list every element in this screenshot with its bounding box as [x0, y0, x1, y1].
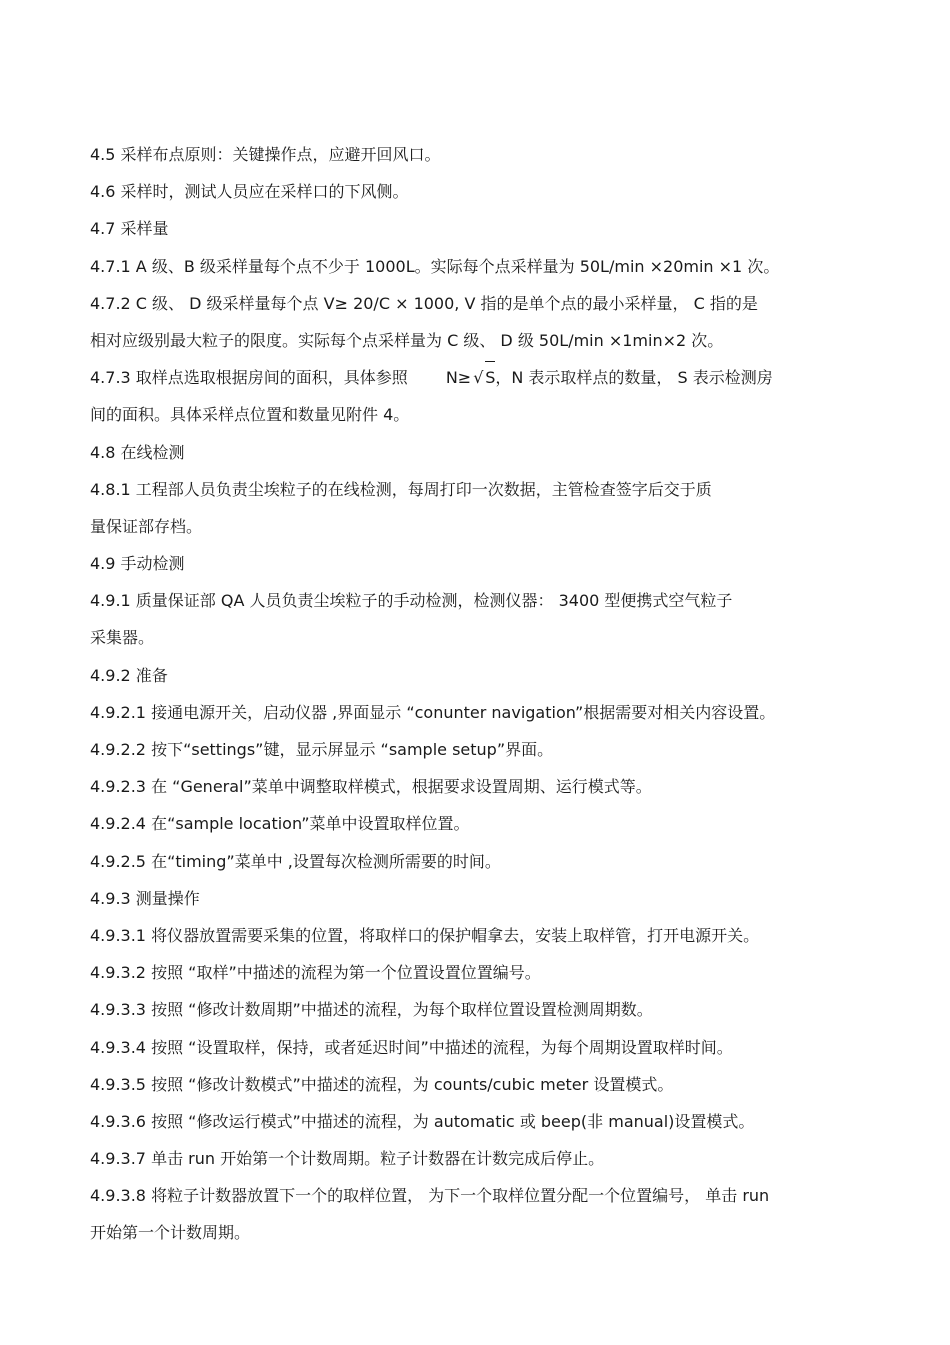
section-4-7-2-cont: 相对应级别最大粒子的限度。实际每个点采样量为 C 级、 D 级 50L/min ×1min×2 次。 [90, 330, 724, 350]
section-4-9-3-3: 4.9.3.3 按照 “修改计数周期”中描述的流程，为每个取样位置设置检测周期数。 [90, 1000, 653, 1020]
section-4-9-2-1: 4.9.2.1 接通电源开关，启动仪器 ,界面显示 “conunter navigation”根据需要对相关内容设置。 [90, 702, 776, 722]
section-4-8-1-cont: 量保证部存档。 [90, 516, 203, 536]
section-4-9-1: 4.9.1 质量保证部 QA 人员负责尘埃粒子的手动检测，检测仪器： 3400 型便携式空气粒子 [90, 591, 733, 611]
section-4-9-2-3: 4.9.2.3 在 “General”菜单中调整取样模式，根据要求设置周期、运行模式等。 [90, 777, 652, 797]
section-4-9-2-5: 4.9.2.5 在“timing”菜单中 ,设置每次检测所需要的时间。 [90, 851, 501, 871]
formula-suffix: ，N 表示取样点的数量， S 表示检测房 [495, 368, 773, 388]
formula-prefix: N≥ [445, 368, 472, 388]
section-4-7-heading: 4.7 采样量 [90, 219, 169, 239]
section-4-9-3-8: 4.9.3.8 将粒子计数器放置下一个的取样位置， 为下一个取样位置分配一个位置编号， 单击 run [90, 1186, 770, 1206]
document-body [90, 136, 865, 1252]
section-4-7-3-text: 4.7.3 取样点选取根据房间的面积，具体参照 [90, 368, 408, 388]
section-4-8-heading: 4.8 在线检测 [90, 442, 185, 462]
section-4-9-3-5: 4.9.3.5 按照 “修改计数模式”中描述的流程，为 counts/cubic meter 设置模式。 [90, 1074, 674, 1094]
section-4-8-1: 4.8.1 工程部人员负责尘埃粒子的在线检测，每周打印一次数据，主管检查签字后交于质 [90, 479, 712, 499]
sqrt-symbol: √ S [473, 359, 495, 396]
section-4-9-3-6: 4.9.3.6 按照 “修改运行模式”中描述的流程，为 automatic 或 beep(非 manual)设置模式。 [90, 1111, 755, 1131]
section-4-9-3-4: 4.9.3.4 按照 “设置取样，保持，或者延迟时间”中描述的流程，为每个周期设置取样时间。 [90, 1037, 733, 1057]
section-4-9-3-7: 4.9.3.7 单击 run 开始第一个计数周期。粒子计数器在计数完成后停止。 [90, 1149, 605, 1169]
section-4-9-2-2: 4.9.2.2 按下“settings”键，显示屏显示 “sample setup”界面。 [90, 740, 554, 759]
section-4-9-3-1: 4.9.3.1 将仪器放置需要采集的位置，将取样口的保护帽拿去，安装上取样管，打开电源开关。 [90, 925, 760, 945]
section-4-7-2: 4.7.2 C 级、 D 级采样量每个点 V≥ 20/C × 1000, V 指的是单个点的最小采样量， C 指的是 [90, 293, 758, 313]
section-4-9-1-cont: 采集器。 [90, 628, 155, 648]
section-4-9-3-2: 4.9.3.2 按照 “取样”中描述的流程为第一个位置设置位置编号。 [90, 963, 541, 983]
section-4-7-3 [90, 359, 865, 396]
section-4-6: 4.6 采样时，测试人员应在采样口的下风侧。 [90, 182, 409, 202]
section-4-9-heading: 4.9 手动检测 [90, 554, 185, 574]
formula-radicand: S [485, 368, 496, 388]
section-4-9-2-heading: 4.9.2 准备 [90, 665, 168, 685]
section-4-5: 4.5 采样布点原则：关键操作点，应避开回风口。 [90, 145, 441, 164]
section-4-7-1: 4.7.1 A 级、B 级采样量每个点不少于 1000L。实际每个点采样量为 50L/min ×20min ×1 次。 [90, 256, 780, 276]
section-4-7-3-cont: 间的面积。具体采样点位置和数量见附件 4。 [90, 405, 410, 425]
section-4-9-2-4: 4.9.2.4 在“sample location”菜单中设置取样位置。 [90, 814, 470, 834]
section-4-9-3-heading: 4.9.3 测量操作 [90, 888, 200, 908]
section-4-9-3-8-cont: 开始第一个计数周期。 [90, 1223, 251, 1243]
